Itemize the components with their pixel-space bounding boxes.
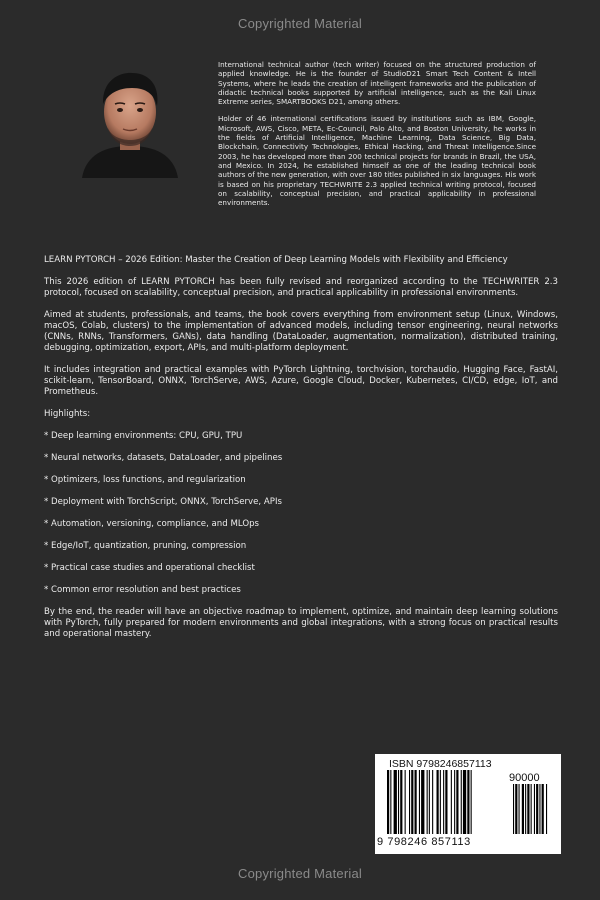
description-paragraph: This 2026 edition of LEARN PYTORCH has been fully revised and reorganized according to the TECHWRITER 2.3 protocol, focused on scalability, conceptual precision, and practical applicability in professional environments. — [44, 277, 558, 298]
highlight-item: * Neural networks, datasets, DataLoader, and pipelines — [44, 453, 283, 463]
highlight-item: * Optimizers, loss functions, and regularization — [44, 475, 246, 485]
highlight-item: * Automation, versioning, compliance, and MLOps — [44, 519, 260, 529]
description-paragraph: Aimed at students, professionals, and teams, the book covers everything from environment setup (Linux, Windows, macOS, Colab, clusters) to the implementation of advanced models, including tensor engineering, neural networks (CNNs, RNNs, Transformers, GANs), data handling (DataLoader, augmentation, normalization), distributed training, debugging, optimization, export, APIs, and multi-platform deployment. — [44, 310, 558, 353]
highlights-heading: Highlights: — [44, 409, 91, 419]
highlight-item: * Edge/IoT, quantization, pruning, compression — [44, 541, 247, 551]
barcode-icon — [383, 770, 555, 838]
copyright-watermark-top: Copyrighted Material — [238, 16, 362, 31]
highlight-item: * Deployment with TorchScript, ONNX, TorchServe, APIs — [44, 497, 282, 507]
highlight-item: * Common error resolution and best practices — [44, 585, 241, 595]
author-photo — [80, 66, 180, 178]
price-code: 90000 — [509, 772, 540, 784]
highlight-item: * Practical case studies and operational checklist — [44, 563, 255, 573]
isbn-barcode-box — [375, 754, 561, 854]
author-bio-paragraph: International technical author (tech writer) focused on the structured production of applied knowledge. He is the founder of StudioD21 Smart Tech Content & Intell Systems, where he leads the creation of intelligent frameworks and the publication of didactic technical books supported by artificial intelligence, such as the Kali Linux Extreme series, SMARTBOOKS D21, among others. — [218, 60, 536, 107]
highlight-item: * Deep learning environments: CPU, GPU, TPU — [44, 431, 243, 441]
description-paragraph: It includes integration and practical examples with PyTorch Lightning, torchvision, torchaudio, Hugging Face, FastAI, scikit-learn, TensorBoard, ONNX, TorchServe, AWS, Azure, Google Cloud, Docker, Kubernetes, CI/CD, edge, IoT, and Prometheus. — [44, 365, 558, 397]
barcode-digits: 9 798246 857113 — [377, 836, 471, 848]
author-bio — [218, 60, 536, 215]
book-title-line: LEARN PYTORCH – 2026 Edition: Master the Creation of Deep Learning Models with Flexibility and Efficiency — [44, 255, 508, 265]
isbn-label: ISBN 9798246857113 — [389, 758, 492, 770]
book-description — [44, 255, 558, 651]
author-bio-paragraph: Holder of 46 international certifications issued by institutions such as IBM, Google, Microsoft, AWS, Cisco, META, Ec-Council, Palo Alto, and Boston University, he works in the fields of Artificial Intelligence, Machine Learning, Data Science, Big Data, Blockchain, Connectivity Technologies, Ethical Hacking, and Threat Intelligence.Since 2003, he has developed more than 200 technical projects for brands in Brazil, the USA, and Mexico. In 2024, he established himself as one of the leading technical book authors of the new generation, with over 180 titles published in six languages. His work is based on his proprietary TECHWRITE 2.3 applied technical writing protocol, focused on scalability, conceptual precision, and practical applicability in professional environments. — [218, 114, 536, 208]
copyright-watermark-bottom: Copyrighted Material — [238, 866, 362, 881]
closing-paragraph: By the end, the reader will have an objective roadmap to implement, optimize, and maintain deep learning solutions with PyTorch, fully prepared for modern environments and global integrations, with a strong focus on practical results and operational mastery. — [44, 607, 558, 639]
